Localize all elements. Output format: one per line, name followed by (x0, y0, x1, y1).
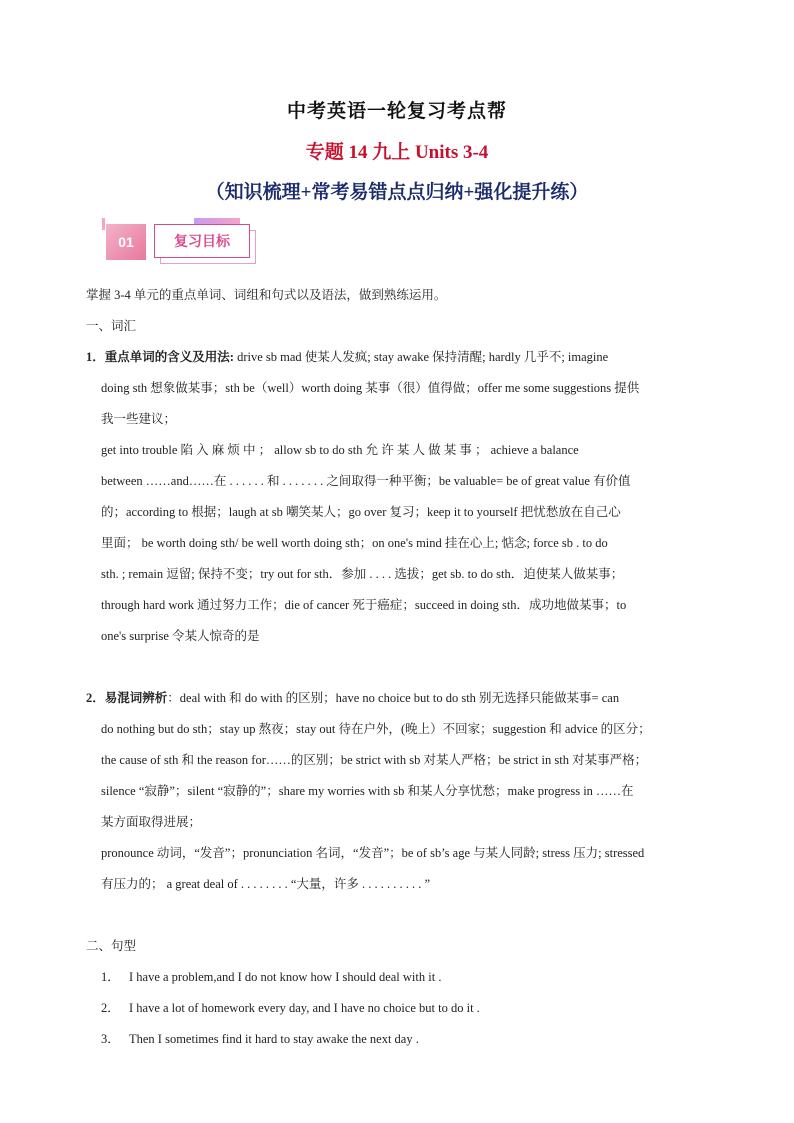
intro-text: 掌握 3-4 单元的重点单词、词组和句式以及语法，做到熟练运用。 (86, 288, 447, 302)
badge-number: 01 (106, 224, 146, 260)
item-number: 1． (86, 350, 105, 364)
sentence-number: 1． (101, 970, 120, 984)
spacer (86, 900, 714, 931)
badge-decoration-left (102, 218, 105, 230)
item-label: 易混词辨析 (104, 691, 168, 705)
item-label: 重点单词的含义及用法: (104, 350, 234, 364)
badge-label: 复习目标 (154, 224, 250, 258)
vocab-item-2-line-1 (86, 683, 714, 714)
sentence-number: 2． (101, 1001, 120, 1015)
document-body (86, 280, 714, 1055)
vocab-item-2-line-7: 有压力的； a great deal of . . . . . . . . “大量，许多 . . . . . . . . . . ” (101, 877, 431, 891)
spacer (86, 652, 714, 683)
section2-heading: 二、句型 (86, 939, 137, 953)
sentence-text: Then I sometimes find it hard to stay awake the next day . (129, 1032, 419, 1046)
vocab-item-2-line-3: the cause of sth 和 the reason for……的区别；be strict with sb 对某人严格；be strict in sth 对某事严格； (101, 753, 648, 767)
vocab-item-1-line-10: one's surprise 令某人惊奇的是 (101, 629, 260, 643)
item-text: ：deal with 和 do with 的区别；have no choice but to do sth 别无选择只能做某事= can (167, 691, 620, 705)
vocab-item-1-line-2: doing sth 想象做某事；sth be（well）worth doing 某事（很）值得做；offer me some suggestions 提供 (101, 381, 640, 395)
item-text: drive sb mad 使某人发疯; stay awake 保持清醒; hardly 几乎不; imagine (233, 350, 609, 364)
sentence-number: 3． (101, 1032, 120, 1046)
vocab-item-2-line-2: do nothing but do sth；stay up 熬夜；stay out 待在户外，(晚上）不回家；suggestion 和 advice 的区分； (101, 722, 651, 736)
vocab-item-2-line-4: silence “寂静”；silent “寂静的”；share my worries with sb 和某人分享忧愁；make progress in ……在 (101, 784, 634, 798)
sentence-item-1 (86, 962, 714, 993)
vocab-item-2-line-6: pronounce 动词，“发音”；pronunciation 名词，“发音”；be of sb’s age 与某人同龄; stress 压力; stressed (101, 846, 645, 860)
sentence-item-2 (86, 993, 714, 1024)
vocab-item-2-line-5: 某方面取得进展； (101, 815, 202, 829)
document-subtitle: 专题 14 九上 Units 3-4 (305, 142, 489, 163)
sentence-item-3 (86, 1024, 714, 1055)
section1-heading: 一、词汇 (86, 319, 137, 333)
sentence-text: I have a lot of homework every day, and I have no choice but to do it . (129, 1001, 480, 1015)
vocab-item-1-line-1 (86, 342, 714, 373)
vocab-item-1-line-9: through hard work 通过努力工作；die of cancer 死于癌症；succeed in doing sth．成功地做某事；to (101, 598, 627, 612)
sentence-text: I have a problem,and I do not know how I should deal with it . (129, 970, 442, 984)
vocab-item-1-line-7: 里面； be worth doing sth/ be well worth doing sth；on one's mind 挂在心上; 惦念; force sb . to do (101, 536, 608, 550)
vocab-item-1-line-4: get into trouble 陷 入 麻 烦 中 ； allow sb to do sth 允 许 某 人 做 某 事 ； achieve a balance (101, 443, 579, 457)
vocab-item-1-line-3: 我一些建议； (101, 412, 177, 426)
document-title: 中考英语一轮复习考点帮 (286, 101, 507, 122)
vocab-item-1-line-8: sth. ; remain 逗留; 保持不变；try out for sth．参加 . . . . 选拔；get sb. to do sth．迫使某人做某事； (101, 567, 624, 581)
vocab-item-1-line-5: between ……and……在 . . . . . . 和 . . . . . . . 之间取得一种平衡；be valuable= be of great value 有价值 (101, 474, 631, 488)
vocab-item-1-line-6: 的；according to 根据；laugh at sb 嘲笑某人；go over 复习；keep it to yourself 把忧愁放在自己心 (101, 505, 621, 519)
item-number: 2． (86, 691, 105, 705)
section-badge (102, 218, 258, 266)
document-subtitle-paren: （知识梳理+常考易错点点归纳+强化提升练） (205, 182, 589, 203)
